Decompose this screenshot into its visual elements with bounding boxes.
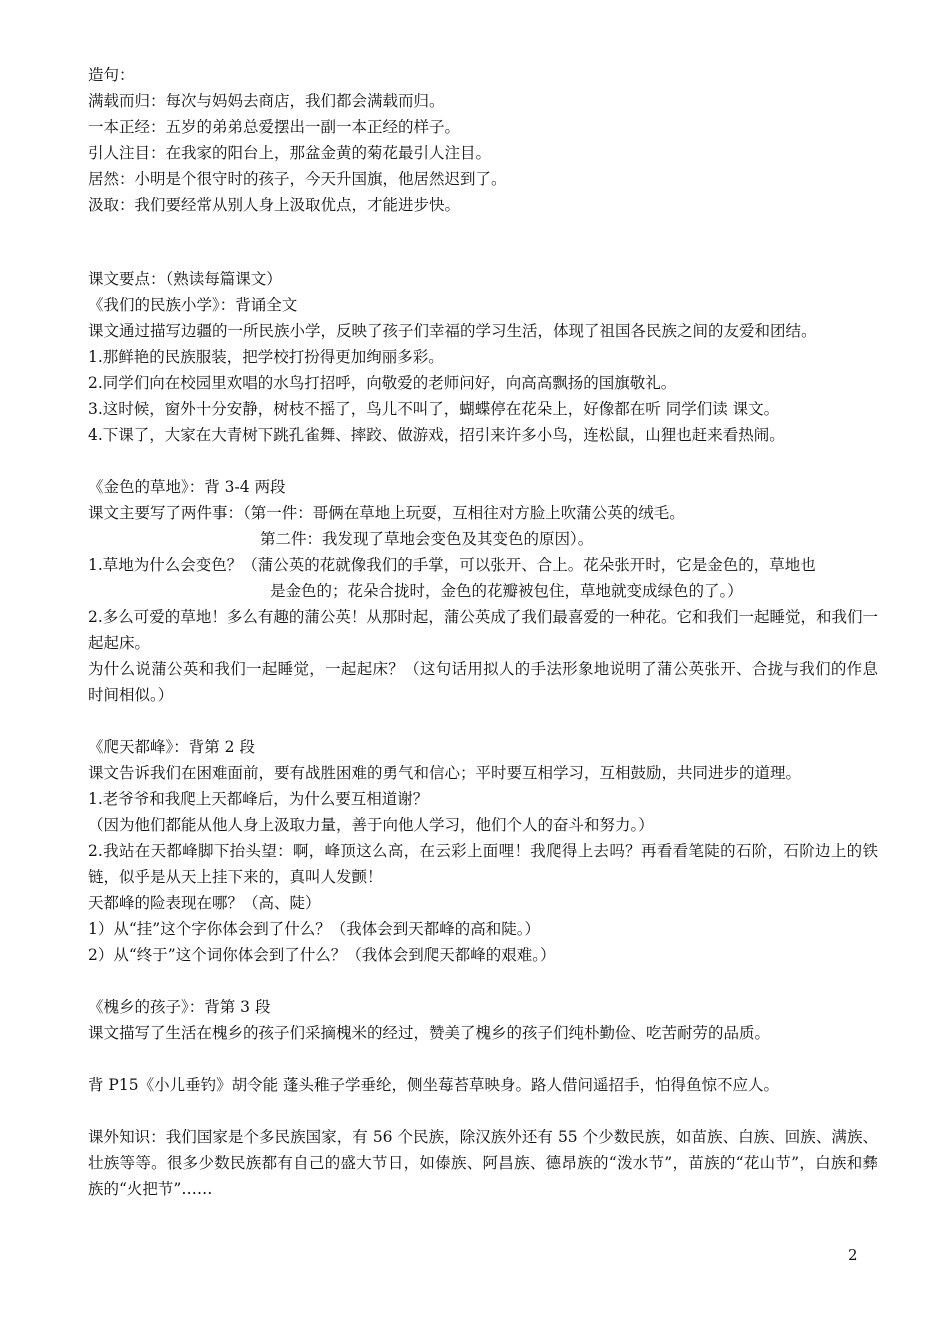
lesson-question: 天都峰的险表现在哪？（高、陡） bbox=[88, 894, 321, 912]
lesson-golden-meadow bbox=[88, 474, 878, 708]
lesson-point: 3.这时候，窗外十分安静，树枝不摇了，鸟儿不叫了，蝴蝶停在花朵上，好像都在听 同学们读 课文。 bbox=[88, 400, 780, 418]
lesson-summary: 第二件：我发现了草地会变色及其变色的原因）。 bbox=[260, 530, 594, 548]
lesson-question: 2）从“终于”这个词你体会到了什么？（我体会到爬天都峰的艰难。） bbox=[88, 946, 556, 964]
document-body bbox=[88, 62, 878, 1202]
lesson-question: 1.老爷爷和我爬上天都峰后，为什么要互相道谢？ bbox=[88, 790, 429, 808]
lesson-point: 4.下课了，大家在大青树下跳孔雀舞、摔跤、做游戏，招引来许多小鸟，连松鼠，山狸也赶来看热闹。 bbox=[88, 426, 785, 444]
lesson-title: 《槐乡的孩子》：背第 3 段 bbox=[88, 998, 271, 1016]
lesson-question: 1.草地为什么会变色？（蒲公英的花就像我们的手掌，可以张开、合上。花朵张开时，它是金色的，草地也 bbox=[88, 556, 816, 574]
sentence-item: 居然：小明是个很守时的孩子，今天升国旗，他居然迟到了。 bbox=[88, 170, 507, 188]
lesson-summary: 课文通过描写边疆的一所民族小学，反映了孩子们幸福的学习生活，体现了祖国各民族之间的友爱和团结。 bbox=[88, 322, 817, 340]
sentence-item: 一本正经：五岁的弟弟总爱摆出一副一本正经的样子。 bbox=[88, 118, 461, 136]
lesson-title: 《我们的民族小学》：背诵全文 bbox=[88, 296, 298, 314]
lesson-summary: 课文告诉我们在困难面前，要有战胜困难的勇气和信心；平时要互相学习，互相鼓励，共同进步的道理。 bbox=[88, 764, 802, 782]
sentence-item: 引人注目：在我家的阳台上，那盆金黄的菊花最引人注目。 bbox=[88, 144, 492, 162]
lesson-our-ethnic-school bbox=[88, 266, 878, 448]
poem-recitation bbox=[88, 1072, 878, 1098]
sentence-item: 汲取：我们要经常从别人身上汲取优点，才能进步快。 bbox=[88, 196, 461, 214]
lesson-answer: （因为他们都能从他人身上汲取力量，善于向他人学习，他们个人的奋斗和努力。） bbox=[88, 816, 654, 834]
lesson-question: 为什么说蒲公英和我们一起睡觉，一起起床？（这句话用拟人的手法形象地说明了蒲公英张开、合拢与我们的作息时间相似。） bbox=[88, 660, 878, 704]
section-heading: 造句： bbox=[88, 66, 135, 84]
lesson-children-of-huaixiang bbox=[88, 994, 878, 1046]
lesson-title: 《金色的草地》：背 3-4 两段 bbox=[88, 478, 286, 496]
lesson-point: 2.同学们向在校园里欢唱的水鸟打招呼，向敬爱的老师问好，向高高飘扬的国旗敬礼。 bbox=[88, 374, 677, 392]
lesson-answer: 是金色的；花朵合拢时，金色的花瓣被包住，草地就变成绿色的了。） bbox=[270, 582, 743, 600]
lesson-title: 《爬天都峰》：背第 2 段 bbox=[88, 738, 255, 756]
lesson-question: 1）从“挂”这个字你体会到了什么？（我体会到天都峰的高和陡。） bbox=[88, 920, 540, 938]
extra-knowledge-text: 课外知识：我们国家是个多民族国家，有 56 个民族，除汉族外还有 55 个少数民族，如苗族、白族、回族、满族、壮族等等。很多少数民族都有自己的盛大节日，如傣族、阿昌族、德昂族的“泼水节”，苗族的“花山节”，白族和彝族的“火把节”…… bbox=[88, 1128, 878, 1198]
section-heading: 课文要点：（熟读每篇课文） bbox=[88, 270, 282, 288]
poem-text: 背 P15《小儿垂钓》胡令能 蓬头稚子学垂纶，侧坐莓苔草映身。路人借问遥招手，怕得鱼惊不应人。 bbox=[88, 1076, 780, 1094]
lesson-question: 2.多么可爱的草地！多么有趣的蒲公英！从那时起，蒲公英成了我们最喜爱的一种花。它和我们一起睡觉，和我们一起起床。 bbox=[88, 608, 878, 652]
sentence-item: 满载而归：每次与妈妈去商店，我们都会满载而归。 bbox=[88, 92, 445, 110]
lesson-climbing-tiandu-peak bbox=[88, 734, 878, 968]
extracurricular-knowledge bbox=[88, 1124, 878, 1202]
lesson-summary: 课文主要写了两件事：（第一件：哥俩在草地上玩耍，互相往对方脸上吹蒲公英的绒毛。 bbox=[88, 504, 685, 522]
page-number: 2 bbox=[848, 1246, 858, 1264]
sentence-making-section bbox=[88, 62, 878, 218]
lesson-summary: 课文描写了生活在槐乡的孩子们采摘槐米的经过，赞美了槐乡的孩子们纯朴勤俭、吃苦耐劳的品质。 bbox=[88, 1024, 771, 1042]
lesson-question: 2.我站在天都峰脚下抬头望：啊，峰顶这么高，在云彩上面哩！我爬得上去吗？再看看笔陡的石阶，石阶边上的铁链，似乎是从天上挂下来的，真叫人发颤！ bbox=[88, 842, 878, 886]
lesson-point: 1.那鲜艳的民族服装，把学校打扮得更加绚丽多彩。 bbox=[88, 348, 444, 366]
